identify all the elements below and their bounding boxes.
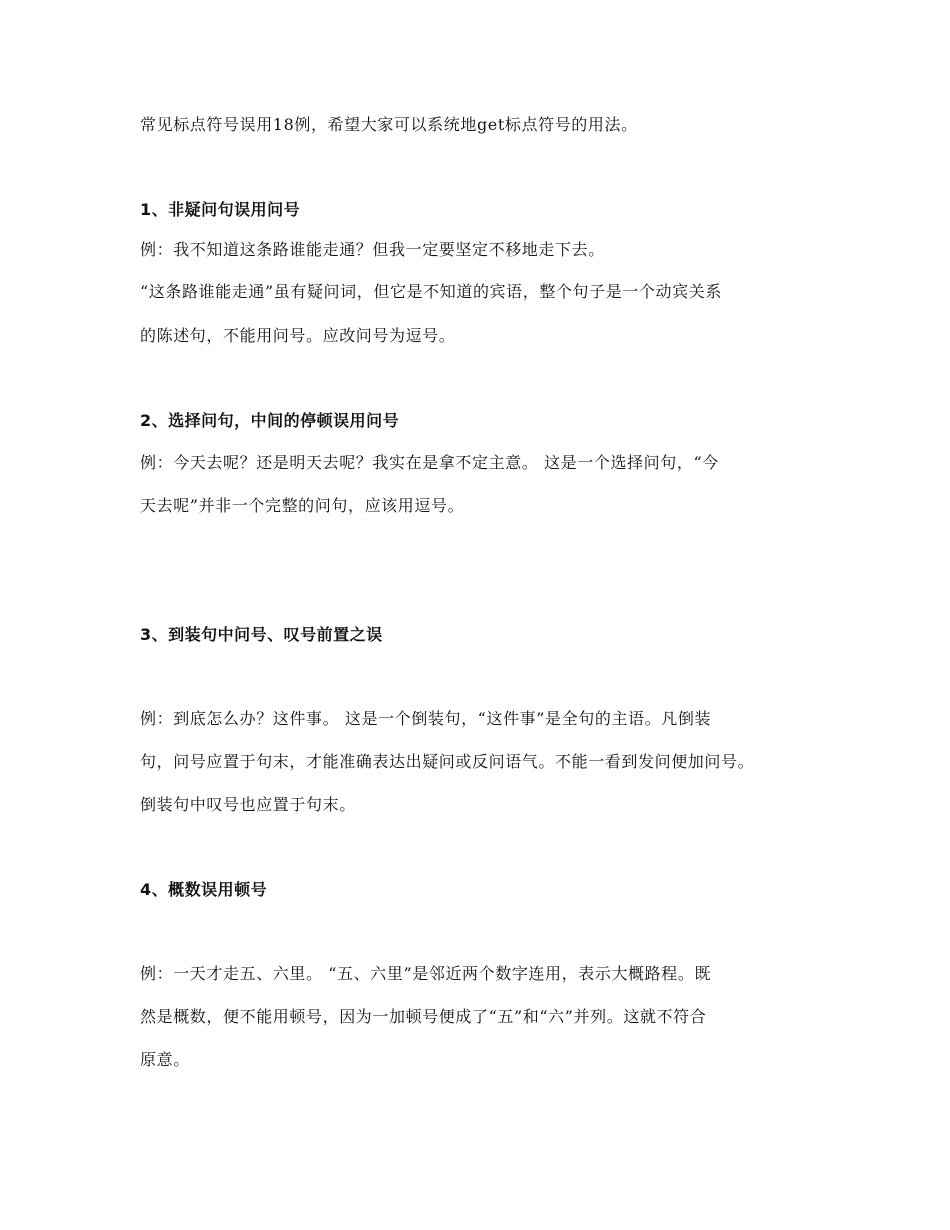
paragraph-line: 例：一天才走五、六里。 “五、六里”是邻近两个数字连用，表示大概路程。既 <box>140 964 712 983</box>
intro-text: 常见标点符号误用18例，希望大家可以系统地get标点符号的用法。 <box>140 115 638 134</box>
paragraph-line: 天去呢”并非一个完整的问句，应该用逗号。 <box>140 496 465 515</box>
paragraph-line: 例：到底怎么办？这件事。 这是一个倒装句，“这件事”是全句的主语。凡倒装 <box>140 709 712 728</box>
section-heading: 2、选择问句，中间的停顿误用问号 <box>140 411 400 430</box>
paragraph-line: 倒装句中叹号也应置于句末。 <box>140 795 356 814</box>
paragraph-line: 例：我不知道这条路谁能走通？但我一定要坚定不移地走下去。 <box>140 240 605 259</box>
paragraph-line: 然是概数，便不能用顿号，因为一加顿号便成了“五”和“六”并列。这就不符合 <box>140 1007 707 1026</box>
section-heading: 1、非疑问句误用问号 <box>140 200 301 219</box>
section-heading: 3、到装句中问号、叹号前置之误 <box>140 625 383 644</box>
paragraph-line: 句，问号应置于句末，才能准确表达出疑问或反问语气。不能一看到发问便加问号。 <box>140 752 755 771</box>
paragraph-line: 例：今天去呢？还是明天去呢？我实在是拿不定主意。 这是一个选择问句，“今 <box>140 453 719 472</box>
paragraph-line: 的陈述句，不能用问号。应改问号为逗号。 <box>140 326 456 345</box>
paragraph-line: “这条路谁能走通”虽有疑问词，但它是不知道的宾语，整个句子是一个动宾关系 <box>140 282 722 301</box>
paragraph-line: 原意。 <box>140 1050 190 1069</box>
section-heading: 4、概数误用顿号 <box>140 880 268 899</box>
